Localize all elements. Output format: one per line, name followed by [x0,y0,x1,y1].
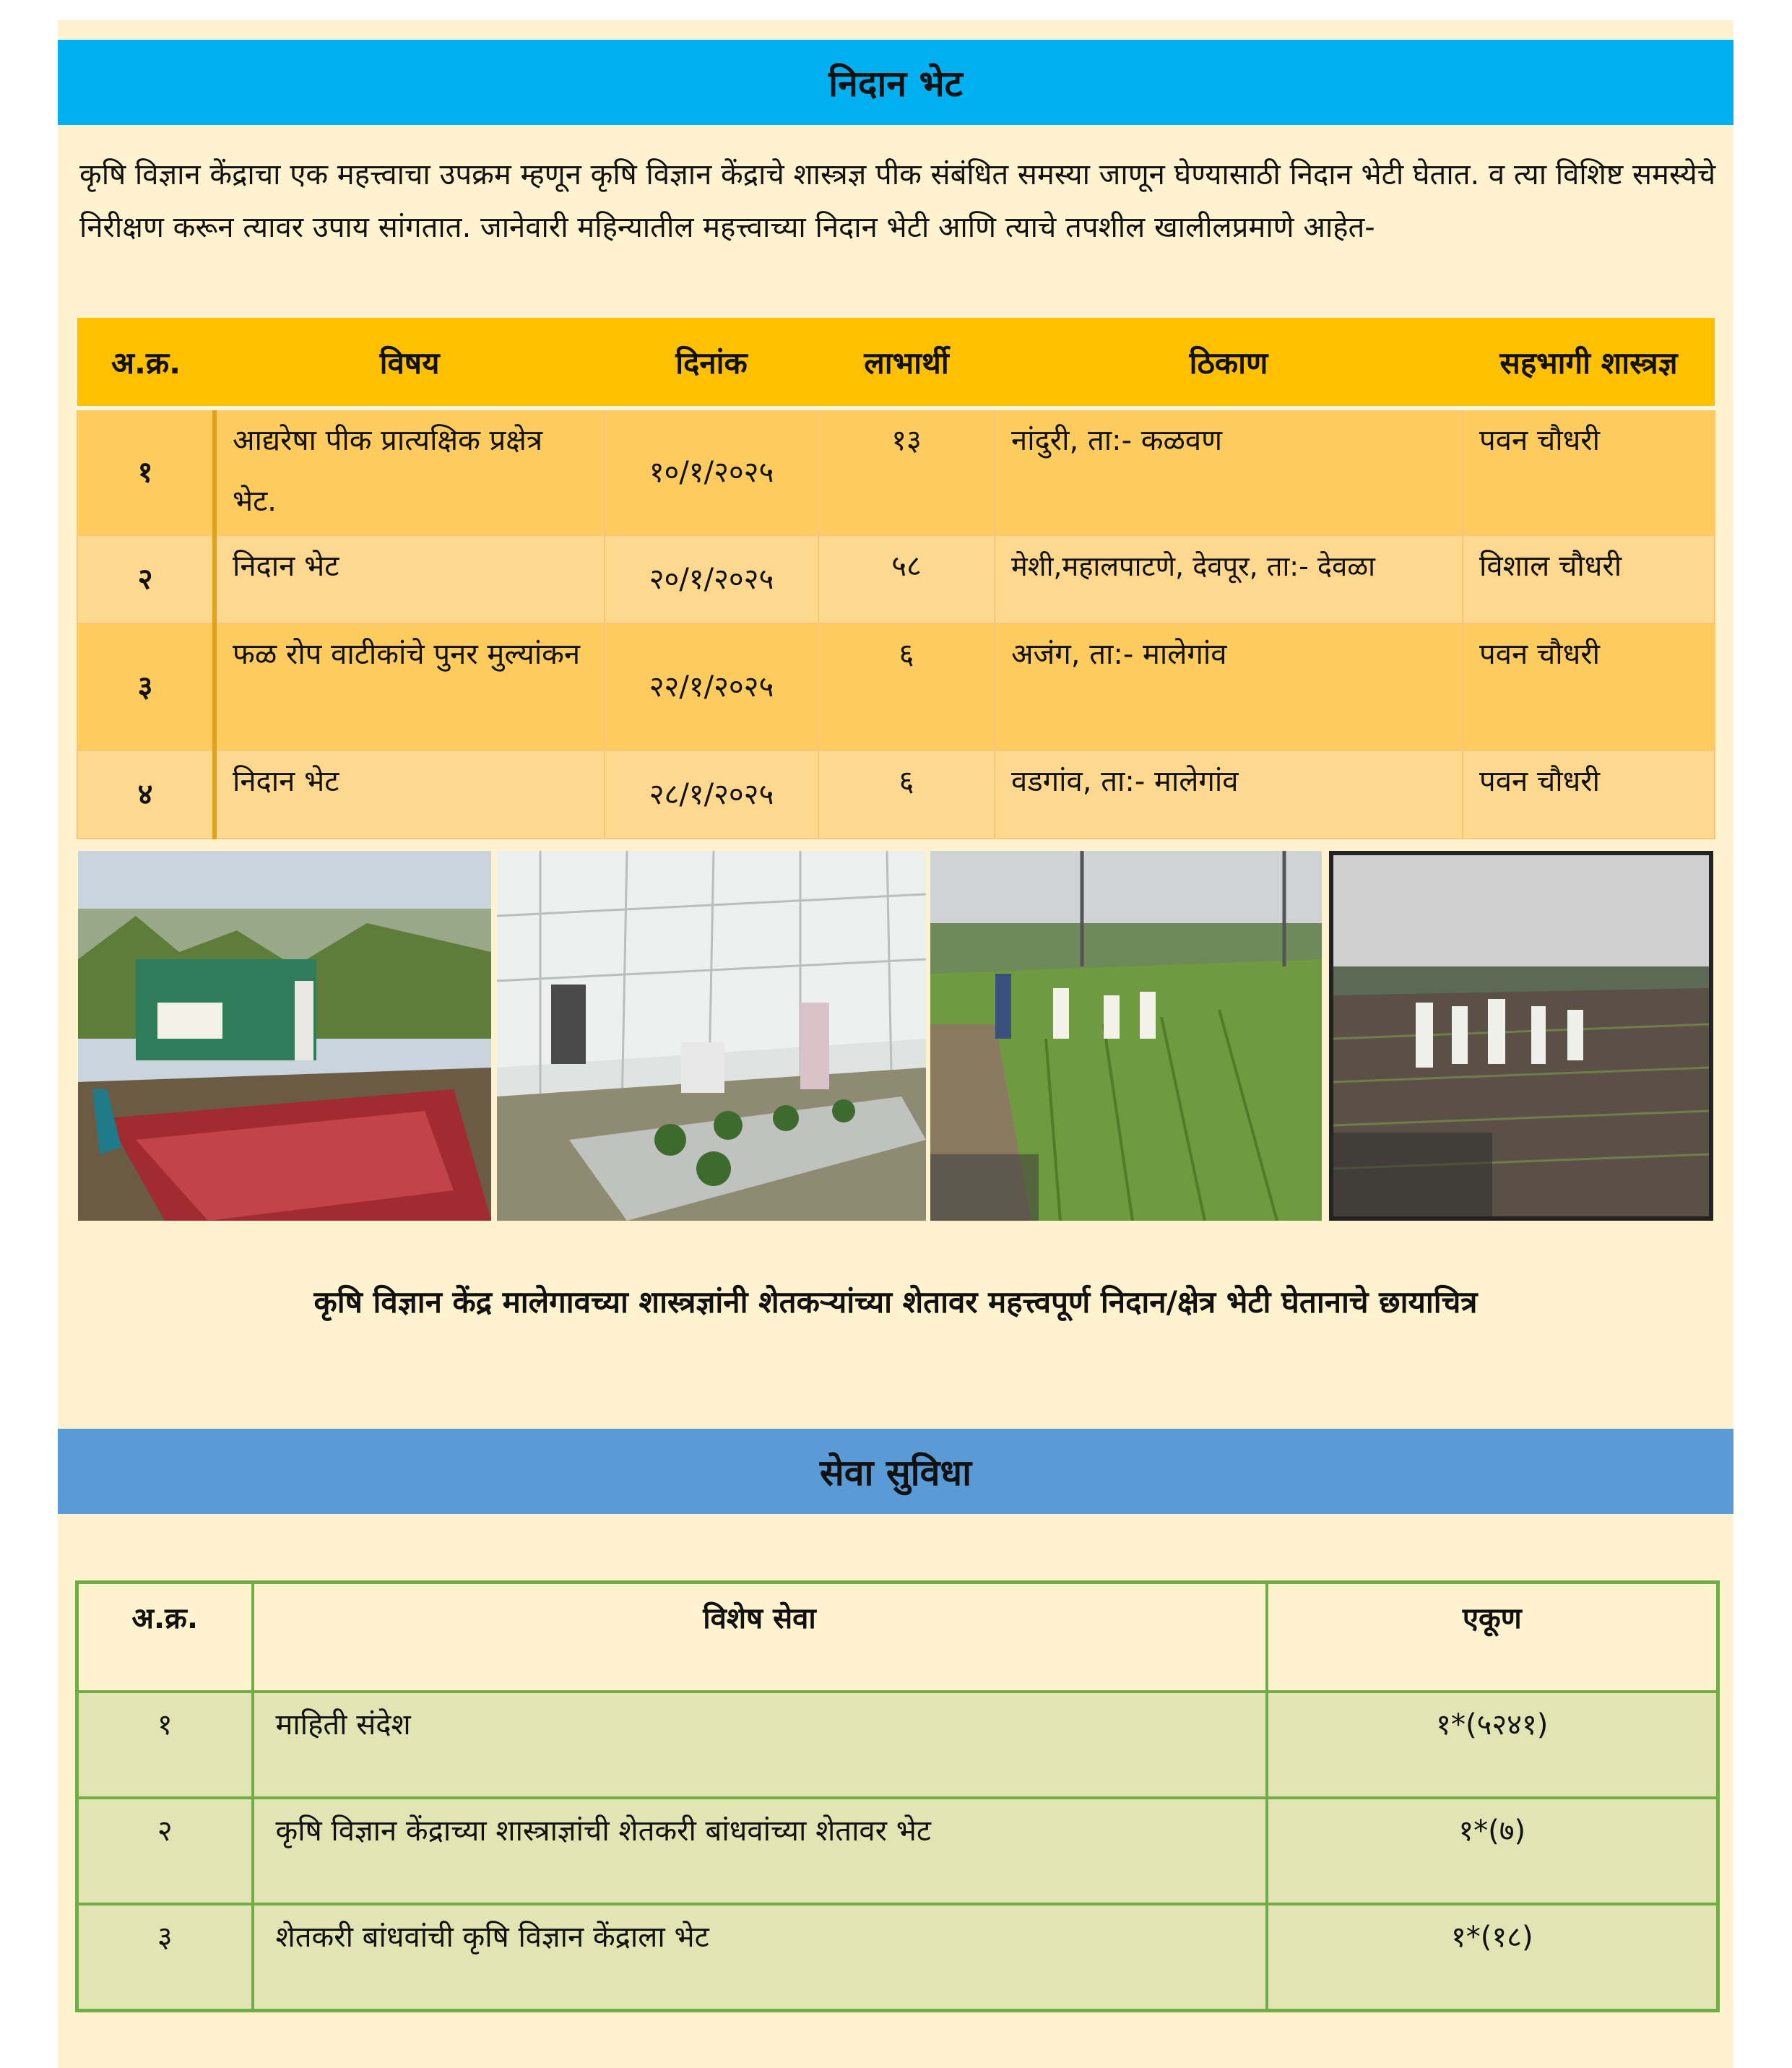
table-row [77,623,1715,750]
header-serial: अ.क्र. [77,1583,253,1692]
row-number: २ [77,535,215,623]
row-scientist: विशाल चौधरी [1463,535,1715,623]
row-total: १*(१८) [1267,1904,1718,2011]
row-subject: आद्यरेषा पीक प्रात्यक्षिक प्रक्षेत्र भेट. [215,408,605,535]
table-row [77,1692,1718,1798]
row-total: १*(५२४१) [1267,1692,1718,1798]
photo-polyhouse [497,851,926,1221]
header-total: एकूण [1267,1583,1718,1692]
header-scientist: सहभागी शास्त्रज्ञ [1463,318,1715,408]
row-date: २२/१/२०२५ [605,623,818,750]
header-beneficiaries: लाभार्थी [818,318,995,408]
header-date: दिनांक [605,318,818,408]
row-date: २८/१/२०२५ [605,750,818,839]
row-beneficiaries: ५८ [818,535,995,623]
header-subject: विषय [215,318,605,408]
row-place: मेशी,महालपाटणे, देवपूर, ता:- देवळा [995,535,1463,623]
row-service: शेतकरी बांधवांची कृषि विज्ञान केंद्राला भेट [253,1904,1267,2011]
row-service: कृषि विज्ञान केंद्राच्या शास्त्राज्ञांची शेतकरी बांधवांच्या शेतावर भेट [253,1798,1267,1904]
section-title-services: सेवा सुविधा [58,1429,1733,1514]
row-subject: निदान भेट [215,750,605,839]
row-number: ४ [77,750,215,839]
row-number: ३ [77,1904,253,2011]
row-subject: फळ रोप वाटीकांचे पुनर मुल्यांकन [215,623,605,750]
table-row [77,1798,1718,1904]
header-place: ठिकाण [995,318,1463,408]
row-scientist: पवन चौधरी [1463,750,1715,839]
service-table [75,1580,1720,2012]
row-place: नांदुरी, ता:- कळवण [995,408,1463,535]
table-row [77,750,1715,839]
row-beneficiaries: १३ [818,408,995,535]
visit-table [77,318,1715,839]
intro-paragraph: कृषि विज्ञान केंद्राचा एक महत्त्वाचा उपक्रम म्हणून कृषि विज्ञान केंद्राचे शास्त्रज्ञ पीक संबंधित समस्या जाणून घेण्यासाठी निदान भेटी घेतात. व त्या विशिष्ट समस्येचे निरीक्षण करून त्यावर उपाय सांगतात. जानेवारी महिन्यातील महत्त्वाच्या निदान भेटी आणि त्याचे तपशील खालीलप्रमाणे आहेत- [79,158,1716,244]
row-date: २०/१/२०२५ [605,535,818,623]
row-scientist: पवन चौधरी [1463,408,1715,535]
service-table-header [77,1583,1718,1692]
row-number: २ [77,1798,253,1904]
row-total: १*(७) [1267,1798,1718,1904]
row-scientist: पवन चौधरी [1463,623,1715,750]
visit-table-header [77,318,1715,408]
row-number: १ [77,1692,253,1798]
table-row [77,1904,1718,2011]
table-row [77,535,1715,623]
row-number: १ [77,408,215,535]
row-place: वडगांव, ता:- मालेगांव [995,750,1463,839]
header-service: विशेष सेवा [253,1583,1267,1692]
row-beneficiaries: ६ [818,750,995,839]
section-title-diagnostic-visit: निदान भेट [58,40,1733,125]
row-service: माहिती संदेश [253,1692,1267,1798]
header-serial: अ.क्र. [77,318,215,408]
photo-field-visit [930,851,1322,1221]
photo-caption: कृषि विज्ञान केंद्र मालेगावच्या शास्त्रज्ञांनी शेतकऱ्यांच्या शेतावर महत्त्वपूर्ण निदान/क्षेत्र भेटी घेतानाचे छायाचित्र [313,1284,1478,1320]
page [58,20,1733,2068]
table-row [77,408,1715,535]
photo-onion-field [78,851,491,1221]
row-number: ३ [77,623,215,750]
row-subject: निदान भेट [215,535,605,623]
photo-farm-inspection [1329,851,1713,1221]
row-place: अजंग, ता:- मालेगांव [995,623,1463,750]
row-date: १०/१/२०२५ [605,408,818,535]
row-beneficiaries: ६ [818,623,995,750]
